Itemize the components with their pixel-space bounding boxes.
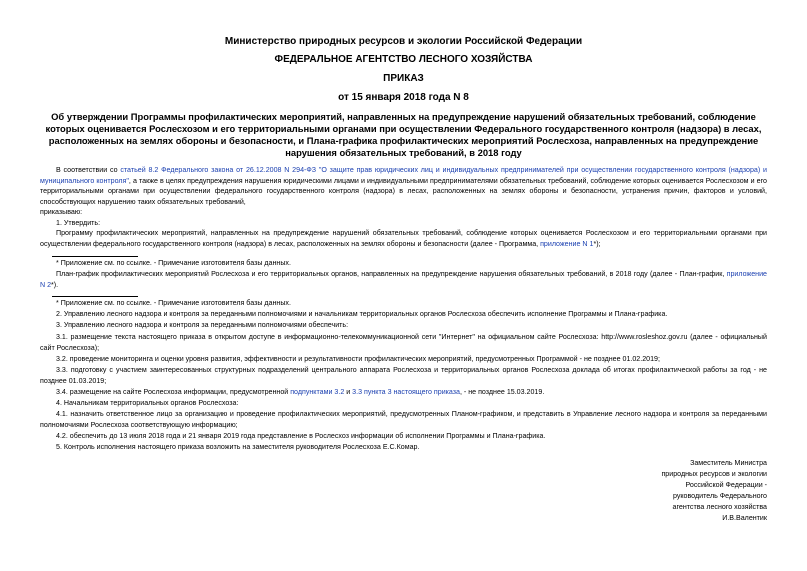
agency-name: ФЕДЕРАЛЬНОЕ АГЕНТСТВО ЛЕСНОГО ХОЗЯЙСТВА: [274, 54, 533, 65]
order-word: приказываю:: [40, 208, 83, 216]
plan-text: План-график профилактических мероприятий Рослесхоза и его территориальных органов, направленных на предупреждение нарушения обязательных требований, в 2018 году (далее - План-график,: [56, 270, 727, 278]
item-4: 4. Начальникам территориальных органов Рослесхоза:: [56, 399, 239, 407]
document-title: Об утверждении Программы профилактических мероприятий, направленных на предупреждение нарушений обязательных требований, соблюдение которых оценивается Рослесхозом и его территориальными органами при осуществлении Федерального государственного контроля (надзора) в лесах, расположенных на землях обороны и безопасности, и Плана-графика профилактических мероприятий Рослесхоза, направленных на предупреждение нарушения обязательных требований, в 2018 году: [45, 111, 762, 158]
signature-line: руководитель Федерального: [672, 492, 767, 500]
item-3-4-text: 3.4. размещение на сайте Рослесхоза информации, предусмотренной: [56, 388, 291, 396]
item-2: 2. Управлению лесного надзора и контроля за переданными полномочиями и начальникам территориальных органов Рослесхоза обеспечить исполнение Программы и Плана-графика.: [56, 310, 668, 318]
item-3: 3. Управлению лесного надзора и контроля за переданными полномочиями обеспечить:: [56, 321, 349, 329]
item-3-3: 3.3. подготовку с участием заинтересованных структурных подразделений центрального аппарата Рослесхоза и территориальных органов Рослесхоза доклада об итогах профилактической работы за год - не позднее 01.03.2019;: [40, 366, 767, 385]
item-5: 5. Контроль исполнения настоящего приказа возложить на заместителя руководителя Рослесхоза Е.С.Комар.: [56, 443, 420, 451]
appendix-1-link[interactable]: приложение N 1: [540, 239, 594, 248]
program-text: *);: [593, 239, 601, 248]
signature-line: Заместитель Министра: [690, 459, 767, 467]
item-3-4-text: , - не позднее 15.03.2019.: [459, 388, 545, 396]
preamble-text: В соответствии со: [56, 166, 121, 174]
plan-text: *).: [51, 280, 59, 289]
footnote-divider: [52, 296, 138, 297]
signature-line: агентства лесного хозяйства: [672, 503, 767, 511]
document-type: ПРИКАЗ: [383, 73, 424, 84]
item-3-1: 3.1. размещение текста настоящего приказа в открытом доступе в информационно-телекоммуникационной сети "Интернет" на официальном сайте Рослесхоза: http://www.rosleshoz.gov.ru (далее - официальный сайт Рослесхоза);: [40, 333, 767, 352]
item-link[interactable]: 3.3 пункта 3 настоящего приказа: [352, 388, 460, 396]
footnote-1: * Приложение см. по ссылке. - Примечание изготовителя базы данных.: [56, 259, 291, 267]
signature-line: Российской Федерации -: [685, 481, 767, 489]
document-date: от 15 января 2018 года N 8: [338, 92, 469, 103]
ministry-name: Министерство природных ресурсов и экологии Российской Федерации: [224, 36, 583, 47]
signature-line: природных ресурсов и экологии: [661, 470, 767, 478]
preamble-paragraph: [40, 165, 767, 207]
item-1: 1. Утвердить:: [56, 219, 101, 227]
subitem-link[interactable]: подпунктами 3.2: [290, 388, 345, 396]
appendix-2-link[interactable]: приложение N 2: [40, 270, 767, 289]
item-4-1: 4.1. назначить ответственное лицо за организацию и проведение профилактических мероприятий, предусмотренных Планом-графиком, и представить в Управление лесного надзора и контроля за переданными полномочиями Рослесхоза соответствующую информацию;: [40, 410, 767, 429]
footnote-2: * Приложение см. по ссылке. - Примечание изготовителя базы данных.: [56, 299, 291, 307]
law-link[interactable]: статьей 8.2 Федерального закона от 26.12.2008 N 294-ФЗ "О защите прав юридических лиц и индивидуальных предпринимателей при осуществлении государственного контроля (надзора) и муниципального контроля": [40, 166, 767, 185]
item-3-4-text: и: [344, 388, 353, 396]
preamble-text: , а также в целях предупреждения нарушения юридическими лицами и индивидуальными предпринимателями обязательных требований, соблюдение которых оценивается Рослесхозом и его территориальными органами при осуществлении федерального государственного контроля (надзора) в лесах, расположенных на землях обороны и безопасности, устранения причин, факторов и условий, способствующих нарушению таких обязательных требований,: [40, 176, 767, 206]
item-3-4: [40, 387, 767, 398]
item-4-2: 4.2. обеспечить до 13 июля 2018 года и 21 января 2019 года представление в Рослесхоз информации об исполнении Программы и Плана-графика.: [56, 432, 546, 440]
plan-paragraph: [40, 269, 767, 290]
item-3-2: 3.2. проведение мониторинга и оценки уровня развития, эффективности и результативности профилактических мероприятий, предусмотренных Программой - не позднее 01.02.2019;: [56, 355, 660, 363]
signatory-name: И.В.Валентик: [722, 514, 767, 522]
program-text: Программу профилактических мероприятий, направленных на предупреждение нарушений обязательных требований, соблюдение которых оценивается Рослесхозом и его территориальными органами при осуществлении федерального государственного контроля (надзора) в лесах, расположенных на землях обороны и безопасности (далее - Программа,: [40, 229, 767, 248]
program-paragraph: [40, 228, 767, 249]
footnote-divider: [52, 256, 138, 257]
